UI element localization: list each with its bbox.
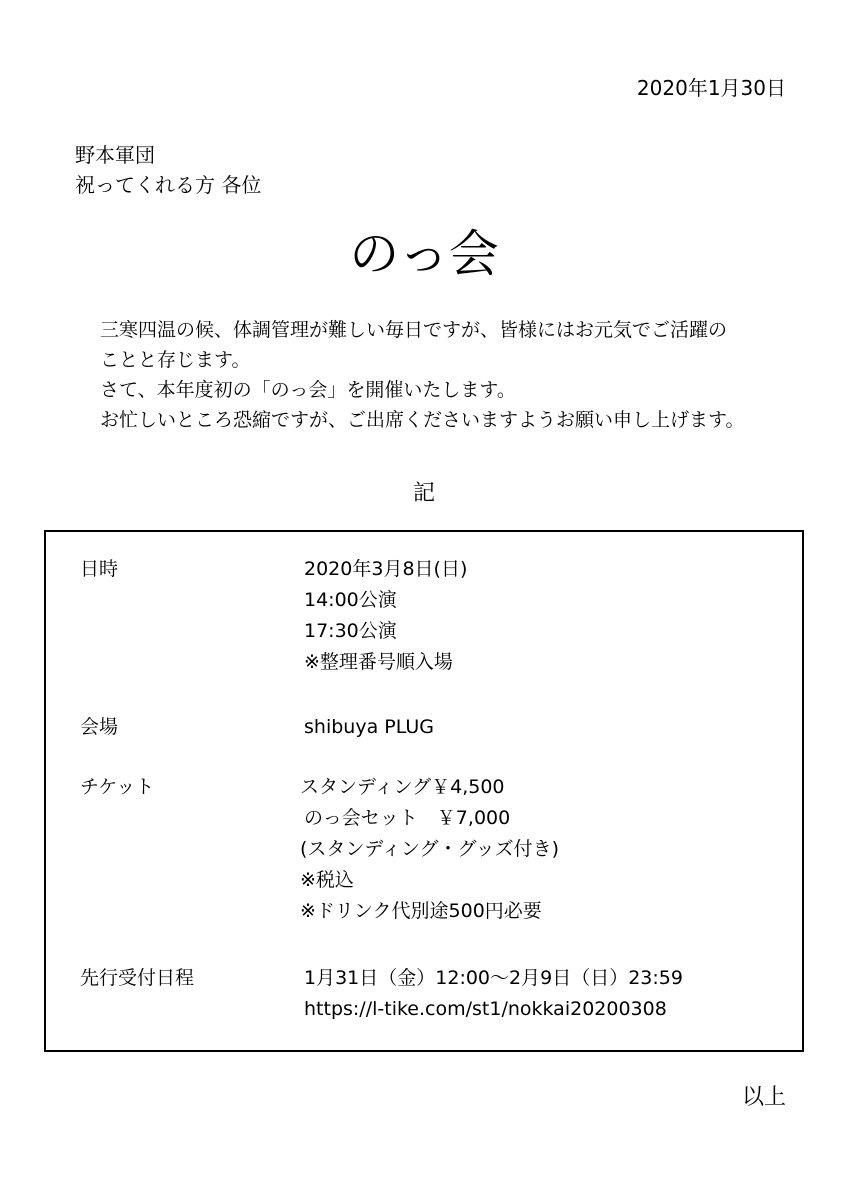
details-box [44, 530, 804, 1052]
detail-line: スタンディング￥4,500 [300, 776, 505, 798]
recipients [75, 140, 261, 200]
greeting-body [100, 315, 744, 435]
detail-value-venue [304, 712, 434, 743]
detail-value-presale [304, 963, 683, 1025]
detail-line: 1月31日（金）12:00～2月9日（日）23:59 [304, 967, 683, 989]
detail-line: ※整理番号順入場 [304, 651, 453, 673]
document-title: のっ会 [349, 225, 499, 283]
detail-label-ticket: チケット [80, 776, 155, 798]
recipient-group: 野本軍団 [75, 143, 155, 167]
body-line: ことと存じます。 [100, 349, 251, 371]
detail-value-datetime [304, 554, 467, 678]
detail-line: のっ会セット ￥7,000 [304, 807, 511, 829]
presale-url: https://l-tike.com/st1/nokkai20200308 [304, 998, 667, 1020]
body-line: さて、本年度初の「のっ会」を開催いたします。 [100, 379, 516, 401]
detail-label-datetime: 日時 [80, 558, 119, 580]
detail-label-presale: 先行受付日程 [80, 967, 195, 989]
detail-line: (スタンディング・グッズ付き) [300, 838, 559, 860]
detail-line: ※税込 [300, 869, 354, 891]
body-line: 三寒四温の候、体調管理が難しい毎日ですが、皆様にはお元気でご活躍の [100, 319, 728, 341]
recipient-attendees: 祝ってくれる方 各位 [75, 173, 262, 197]
ki-heading: 記 [412, 481, 435, 506]
body-line: お忙しいところ恐縮ですが、ご出席くださいますようお願い申し上げます。 [100, 409, 745, 431]
detail-value-ticket [300, 772, 559, 927]
detail-line: 2020年3月8日(日) [304, 558, 468, 580]
detail-line: 17:30公演 [304, 620, 397, 642]
document-date: 2020年1月30日 [636, 76, 786, 100]
detail-line: shibuya PLUG [304, 716, 434, 738]
detail-label-venue: 会場 [80, 716, 119, 738]
detail-line: ※ドリンク代別途500円必要 [300, 900, 542, 922]
detail-line: 14:00公演 [304, 589, 397, 611]
closing-text: 以上 [741, 1085, 786, 1110]
